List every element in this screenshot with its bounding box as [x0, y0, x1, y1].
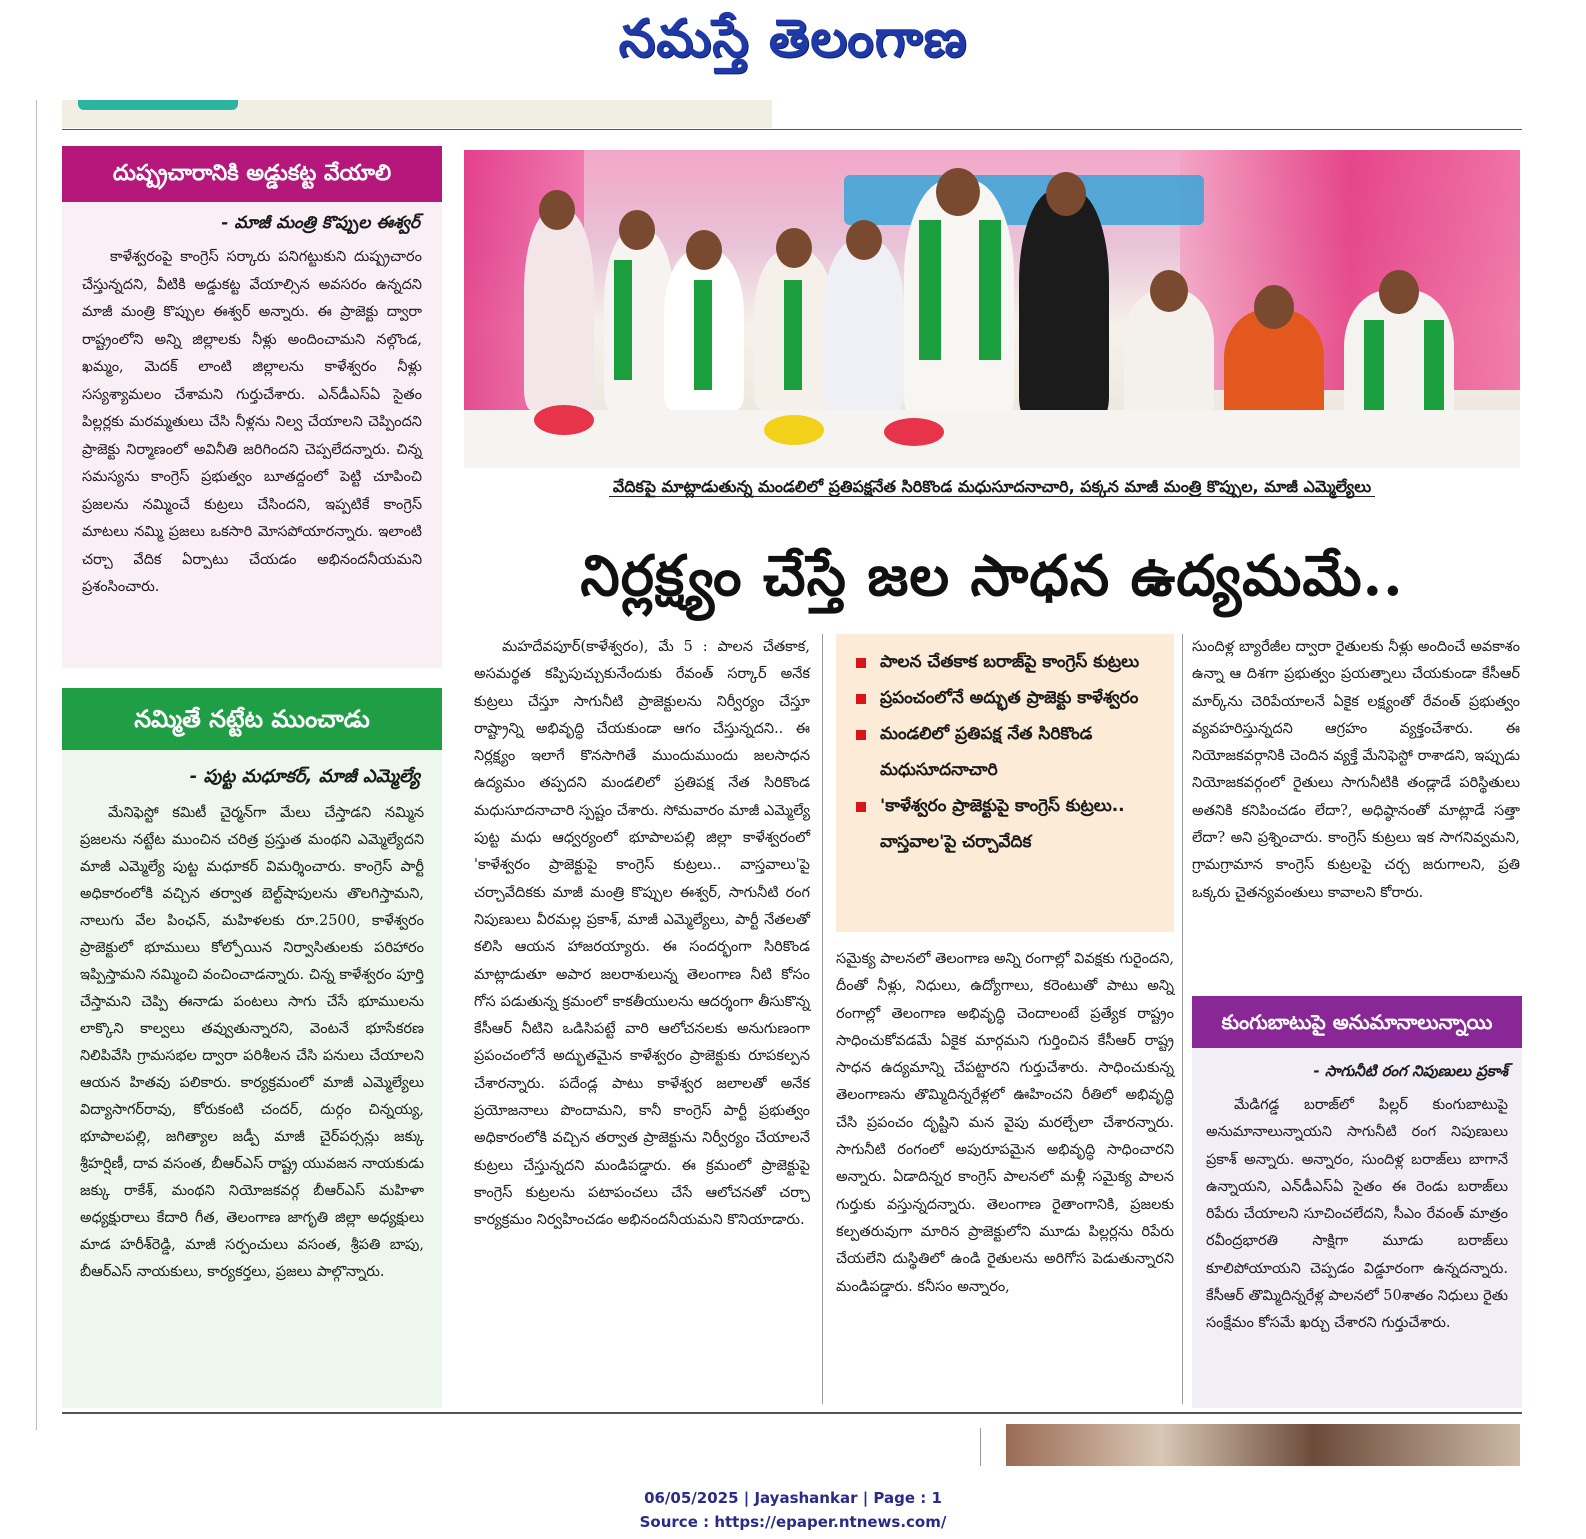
- main-story-column-1: [474, 634, 810, 1404]
- left-margin-rule: [36, 100, 37, 1430]
- next-story-photo-cropped: [1006, 1424, 1520, 1466]
- photo-flowers: [534, 405, 594, 435]
- photo-green-scarf: [979, 220, 1001, 360]
- event-photo: [464, 150, 1520, 468]
- photo-head: [846, 220, 882, 260]
- photo-green-scarf: [1364, 320, 1384, 420]
- left-story-2: [62, 688, 442, 1408]
- photo-green-scarf: [614, 260, 632, 380]
- column-divider: [822, 634, 823, 1404]
- photo-person: [524, 210, 594, 410]
- top-strip: [62, 100, 1522, 130]
- photo-person: [824, 240, 904, 410]
- highlight-text: పాలన చేతకాక బరాజ్‌పై కాంగ్రెస్ కుట్రలు: [880, 652, 1140, 672]
- bottom-rule: [62, 1412, 1522, 1414]
- left-story-1-body: [62, 240, 442, 602]
- highlight-item: [850, 680, 1160, 716]
- highlight-item: [850, 644, 1160, 680]
- footer-date-edition: 06/05/2025 | Jayashankar | Page : 1: [644, 1489, 942, 1507]
- photo-head: [1046, 172, 1086, 216]
- photo-person: [1019, 190, 1109, 420]
- photo-head: [1150, 270, 1188, 312]
- photo-flowers: [884, 418, 944, 446]
- red-square-bullet-icon: [856, 730, 866, 740]
- photo-stage-banner: [844, 175, 1204, 225]
- photo-head: [619, 210, 655, 250]
- photo-green-scarf: [784, 280, 802, 390]
- photo-stage-table: [464, 410, 1520, 468]
- main-story-column-2-text: సమైక్య పాలనలో తెలంగాణ అన్ని రంగాల్లో వివక్షకు గురైందని, దీంతో నీళ్లు, నిధులు, ఉద్యోగాలు, కరెంటుతో పాటు అన్ని రంగాల్లో తెలంగాణ అభివృద్ధి చెందాలంటే ప్రత్యేక రాష్ట్రం సాధించుకోవడమే ఏకైక మార్గమని గుర్తించిన కేసీఆర్ రాష్ట్ర సాధన ఉద్యమాన్ని చేపట్టారని గుర్తుచేశారు. సాధించుకున్న తెలంగాణను తొమ్మిదిన్నరేళ్లలో ఊహించని రీతిలో అభివృద్ధి చేసి ప్రపంచం దృష్టిని మన వైపు మరల్చేలా చేశారన్నారు. సాగునీటి రంగంలో అపురూపమైన అభివృద్ధి సాధించారని అన్నారు. ఏడాదిన్నర కాంగ్రెస్ పాలనలో మళ్లీ సమైక్య పాలన గుర్తుకు వస్తున్నదన్నారు. తెలంగాణ రైతాంగానికి, ప్రజలకు కల్పతరువుగా మారిన ప్రాజెక్టులోని మూడు పిల్లర్లను రిపేరు చేయలేని దుస్థితిలో ఉండి రైతులను అరిగోస పెడుతున్నారని మండిపడ్డారు. కనీసం అన్నారం,: [836, 951, 1174, 1295]
- highlight-text: మండలిలో ప్రతిపక్ష నేత సిరికొండ మధుసూదనాచారి: [880, 724, 1093, 780]
- highlight-item: [850, 716, 1160, 788]
- top-strip-accent: [78, 100, 238, 110]
- photo-head: [936, 168, 980, 216]
- left-story-2-headline: నమ్మితే నట్టేట ముంచాడు: [62, 688, 442, 750]
- masthead-logo: నమస్తే తెలంగాణ: [618, 8, 968, 69]
- left-story-1-paragraph: కాళేశ్వరంపై కాంగ్రెస్ సర్కారు పనిగట్టుకుని దుష్ప్రచారం చేస్తున్నదని, వీటికి అడ్డుకట్ట వేయాల్సిన అవసరం ఉన్నదని మాజీ మంత్రి కొప్పుల ఈశ్వర్ అన్నారు. ఈ ప్రాజెక్టు ద్వారా రాష్ట్రంలోని అన్ని జిల్లాలకు నీళ్లు అందించామని నల్గొండ, ఖమ్మం, మెదక్ లాంటి జిల్లాలను కాళేశ్వరం నీళ్లు సస్యశ్యామలం చేశామని గుర్తుచేశారు. ఎన్‌డీఎస్‌ఏ సైతం పిల్లర్లకు మరమ్మతులు చేసి నీళ్లను నిల్వ చేయాలని చెప్పిందని ప్రాజెక్టు నిర్మాణంలో అవినీతి జరిగిందని చెప్పలేదన్నారు. చిన్న సమస్యను కాంగ్రెస్ ప్రభుత్వం బూతద్దంలో పెట్టి చూపించి ప్రజలను నమ్మించే కుట్రలు చేసిందని, ఇప్పటికే కాంగ్రెస్ మాటలు నమ్మి ప్రజలు ఒకసారి మోసపోయారన్నారు. ఇలాంటి చర్చా వేదిక ఏర్పాటు చేయడం అభినందనీయమని ప్రశంసించారు.: [82, 249, 422, 595]
- photo-head: [1379, 270, 1419, 314]
- left-story-1-headline: దుష్ప్రచారానికి అడ్డుకట్ట వేయాలి: [62, 146, 442, 202]
- photo-caption-text: వేదికపై మాట్లాడుతున్న మండలిలో ప్రతిపక్షనేత సిరికొండ మధుసూదనాచారి, పక్కన మాజీ మంత్రి కొప్పుల, మాజీ ఎమ్మెల్యేలు: [609, 477, 1375, 497]
- photo-green-scarf: [694, 280, 712, 390]
- main-story-column-3: [1192, 634, 1520, 974]
- right-story-body: [1192, 1088, 1522, 1338]
- left-story-1: [62, 146, 442, 668]
- next-story-headline-cropped: [70, 1436, 950, 1466]
- main-headline: నిర్లక్ష్యం చేస్తే జల సాధన ఉద్యమమే..: [580, 543, 1404, 609]
- left-story-2-body: [62, 794, 442, 1286]
- red-square-bullet-icon: [856, 802, 866, 812]
- main-story-column-3-text: సుందిళ్ల బ్యారేజీల ద్వారా రైతులకు నీళ్లు అందించే అవకాశం ఉన్నా ఆ దిశగా ప్రభుత్వం ప్రయత్నాలు చేయకుండా కేసీఆర్ మార్క్‌ను చెరిపేయాలనే ఏకైక లక్ష్యంతో రేవంత్ ప్రభుత్వం వ్యవహరిస్తున్నదని ఆగ్రహం వ్యక్తంచేశారు. ఈ నియోజకవర్గానికి చెందిన వ్యక్తే మేనిఫెస్టో రాశాడని, ఇప్పుడు నియోజకవర్గంలో రైతులు సాగునీటికి తండ్లాడే పరిస్థితులు అతనికి కనిపించడం లేదా?, అధిష్ఠానంతో మాట్లాడే సత్తా లేదా? అని ప్రశ్నించారు. కాంగ్రెస్ కుట్రలు ఇక సాగనివ్వమని, గ్రామగ్రామాన కాంగ్రెస్ కుట్రలపై చర్చ జరుగాలని, ప్రతి ఒక్కరు చైతన్యవంతులు కావాలని కోరారు.: [1192, 639, 1520, 901]
- photo-caption: [464, 474, 1520, 500]
- main-story-column-2: [836, 946, 1174, 1404]
- red-square-bullet-icon: [856, 694, 866, 704]
- highlights-list: [850, 644, 1160, 860]
- red-square-bullet-icon: [856, 658, 866, 668]
- margin-marks: [0, 100, 14, 1430]
- photo-green-scarf: [1424, 320, 1444, 420]
- main-story-column-1-text: మహదేవపూర్(కాళేశ్వరం), మే 5 : పాలన చేతకాక, అసమర్థత కప్పిపుచ్చుకునేందుకు రేవంత్ సర్కార్ అనేక కుట్రలు చేస్తూ సాగునీటి ప్రాజెక్టులను నిర్వీర్యం చేస్తూ రాష్ట్రాన్ని అభివృద్ధి చేయకుండా ఆగం చేస్తున్నదని.. ఈ నిర్లక్ష్యం ఇలాగే కొనసాగితే ముందుముందు జలసాధన ఉద్యమం తప్పదని మండలిలో ప్రతిపక్ష నేత సిరికొండ మధుసూదనాచారి స్పష్టం చేశారు. సోమవారం మాజీ ఎమ్మెల్యే పుట్ట మధు ఆధ్వర్యంలో భూపాలపల్లి జిల్లా కాళేశ్వరంలో 'కాళేశ్వరం ప్రాజెక్టుపై కాంగ్రెస్ కుట్రలు.. వాస్తవాలు'పై చర్చావేదికకు మాజీ మంత్రి కొప్పుల ఈశ్వర్, సాగునీటి రంగ నిపుణులు వీరమల్ల ప్రకాశ్, మాజీ ఎమ్మెల్యేలు, పార్టీ నేతలతో కలిసి ఆయన హాజరయ్యారు. ఈ సందర్భంగా సిరికొండ మాట్లాడుతూ అపార జలరాశులున్న తెలంగాణ నీటి కోసం గోస పడుతున్న క్రమంలో కాకతీయులను ఆదర్శంగా తీసుకొన్న కేసీఆర్ నీటిని ఒడిసిపట్టే వారి ఆలోచనలకు అనుగుణంగా ప్రపంచంలోనే అద్భుతమైన కాళేశ్వరం ప్రాజెక్టుకు రూపకల్పన చేశారన్నారు. పదేండ్ల పాటు కాళేశ్వర జలాలతో అనేక ప్రయోజనాలు పొందామని, కానీ కాంగ్రెస్ పార్టీ ప్రభుత్వం అధికారంలోకి వచ్చిన తర్వాత ప్రాజెక్టును నిర్వీర్యం చేయాలనే కుట్రలు చేస్తున్నదని మండిపడ్డారు. ఈ క్రమంలో ప్రాజెక్టుపై కాంగ్రెస్ కుట్రలను పటాపంచలు చేసే ఆలోచనతో చర్చా కార్యక్రమం నిర్వహించడం అభినందనీయమని కొనియాడారు.: [474, 639, 810, 1229]
- highlights-box: [836, 634, 1174, 932]
- page-footer: [0, 1486, 1586, 1534]
- photo-head: [1254, 285, 1294, 329]
- right-story: [1192, 996, 1522, 1408]
- right-story-headline: కుంగుబాటుపై అనుమానాలున్నాయి: [1192, 996, 1522, 1048]
- column-divider: [1182, 634, 1183, 1404]
- photo-head: [686, 230, 722, 270]
- photo-head: [539, 190, 575, 230]
- right-story-paragraph: మేడిగడ్డ బరాజ్‌లో పిల్లర్ కుంగుబాటుపై అనుమానాలున్నాయని సాగునీటి రంగ నిపుణులు ప్రకాశ్ అన్నారు. అన్నారం, సుందిళ్ల బరాజ్‌లు బాగానే ఉన్నాయని, ఎన్‌డీఎస్‌ఏ సైతం ఈ రెండు బరాజ్‌లు రిపేరు చేయాలని సూచించలేదని, సీఎం రేవంత్ మాత్రం రవీంద్రభారతి సాక్షిగా మూడు బరాజ్‌లు కూలిపోయాయని చెప్పడం విడ్డూరంగా ఉన్నదన్నారు. కేసీఆర్ తొమ్మిదిన్నరేళ్ల పాలనలో 50శాతం నిధులు రైతు సంక్షేమం కోసమే ఖర్చు చేశారని గుర్తుచేశారు.: [1206, 1097, 1509, 1332]
- photo-flowers: [764, 415, 824, 445]
- photo-green-scarf: [919, 220, 941, 360]
- highlight-text: 'కాళేశ్వరం ప్రాజెక్టుపై కాంగ్రెస్ కుట్రలు.. వాస్తవాల'పై చర్చావేదిక: [880, 796, 1125, 852]
- highlight-text: ప్రపంచంలోనే అద్భుత ప్రాజెక్టు కాళేశ్వరం: [880, 688, 1139, 708]
- photo-head: [776, 228, 812, 268]
- right-story-byline: - సాగునీటి రంగ నిపుణులు ప్రకాశ్: [1313, 1062, 1508, 1080]
- highlight-item: [850, 788, 1160, 860]
- left-story-1-byline: - మాజీ మంత్రి కొప్పుల ఈశ్వర్: [221, 213, 420, 233]
- footer-source-link[interactable]: Source : https://epaper.ntnews.com/: [639, 1513, 947, 1531]
- left-story-2-paragraph: మేనిఫెస్టో కమిటీ చైర్మన్‌గా మేలు చేస్తాడని నమ్మిన ప్రజలను నట్టేట ముంచిన చరిత్ర ప్రస్తుత మంథని ఎమ్మెల్యేదని మాజీ ఎమ్మెల్యే పుట్ట మధూకర్ విమర్శించారు. కాంగ్రెస్ పార్టీ అధికారంలోకి వచ్చిన తర్వాత బెల్ట్‌షాపులను తొలగిస్తామని, నాలుగు వేల పింఛన్, మహిళలకు రూ.2500, కాళేశ్వరం ప్రాజెక్టులో భూములు కోల్పోయిన నిర్వాసితులకు పరిహారం ఇప్పిస్తామని నమ్మించి వంచించాడన్నారు. చిన్న కాళేశ్వరం పూర్తి చేస్తామని చెప్పి ఈనాడు పంటలు సాగు చేసే భూములను లాక్కొని కాల్వలు తవ్వుతున్నారని, వెంటనే భూసేకరణ నిలిపివేసి గ్రామసభల ద్వారా పరిశీలన చేసి పనులు చేయాలని ఆయన హితవు పలికారు. కార్యక్రమంలో మాజీ ఎమ్మెల్యేలు విద్యాసాగర్‌రావు, కోరుకంటి చందర్, దుర్గం చిన్నయ్య, భూపాలపల్లి, జగిత్యాల జడ్పీ మాజీ చైర్‌పర్సన్లు జక్కు శ్రీహర్షిణీ, దావ వసంత, బీఆర్‌ఎస్ రాష్ట్ర యువజన నాయకుడు జక్కు రాకేశ్, మంథని నియోజకవర్గ బీఆర్‌ఎస్ మహిళా అధ్యక్షురాలు కేదారి గీత, తెలంగాణ జాగృతి జిల్లా అధ్యక్షులు మాడ హరీశ్‌రెడ్డి, మాజీ సర్పంచులు వసంత, శ్రీపతి బాపు, బీఆర్‌ఎస్ నాయకులు, కార్యకర్తలు, ప్రజలు పాల్గొన్నారు.: [80, 805, 424, 1280]
- column-divider: [980, 1428, 981, 1466]
- left-story-2-byline: - పుట్ట మధూకర్, మాజీ ఎమ్మెల్యే: [189, 766, 420, 787]
